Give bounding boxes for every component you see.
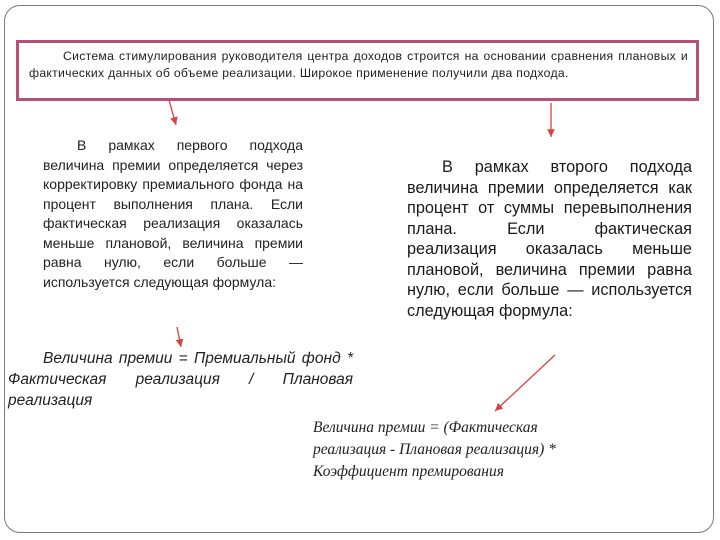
approach-two-text-block: [407, 157, 692, 321]
approach-one-text: В рамках первого подхода величина премии определяется через корректировку премиального фонда на процент выполнения плана. Если фактическая реализация оказалась меньше плановой, величина премии равна нулю, если больше — используется следующая формула:: [43, 137, 303, 290]
approach-one-formula: Величина премии = Премиальный фонд * Фактическая реализация / Плановая реализация: [8, 350, 353, 409]
intro-text: Система стимулирования руководителя центра доходов строится на основании сравнения плановых и фактических данных об объеме реализации. Широкое применение получили два подхода.: [29, 49, 688, 80]
approach-two-formula-block: [313, 417, 613, 483]
approach-two-text: В рамках второго подхода величина премии определяется как процент от суммы перевыполнения плана. Если фактическая реализация оказалась меньше плановой, величина премии равна нулю, если больше — используется следующая формула:: [407, 158, 692, 320]
approach-one-formula-block: [8, 348, 353, 411]
intro-box: [16, 40, 699, 101]
approach-one-text-block: [43, 136, 303, 292]
approach-two-formula: Величина премии = (Фактическая реализация - Плановая реализация) * Коэффициент премирования: [313, 419, 556, 480]
